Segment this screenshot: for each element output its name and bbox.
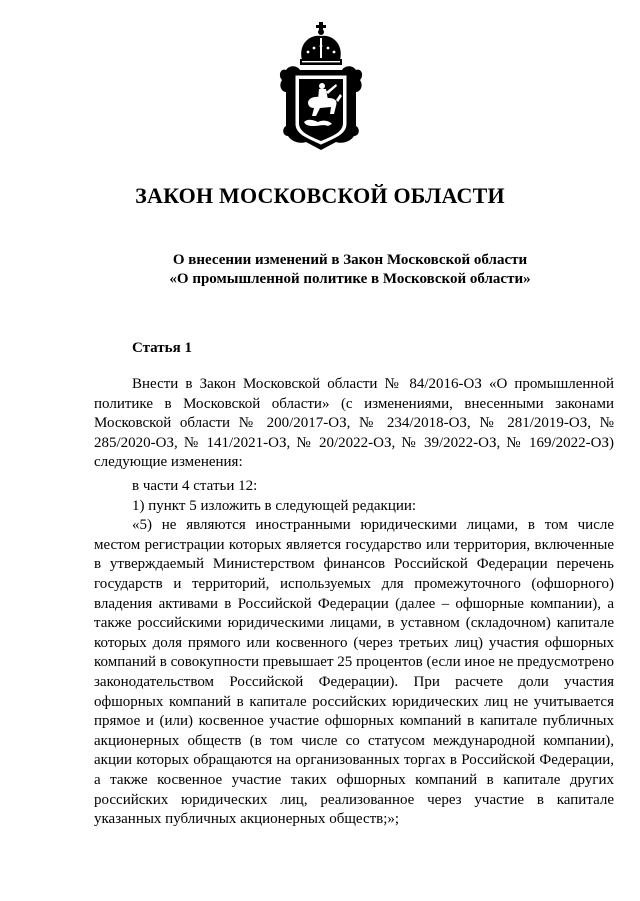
item-1: 1) пункт 5 изложить в следующей редакции:: [132, 497, 417, 514]
document-subtitle: [0, 251, 640, 289]
article-body-amendments: [94, 477, 614, 830]
article-heading: Статья 1: [132, 340, 192, 356]
subtitle-line: «О промышленной политике в Московской области»: [169, 271, 531, 287]
subtitle-line: О внесении изменений в Закон Московской области: [172, 252, 528, 268]
article-body-intro: [94, 375, 614, 473]
part-reference: в части 4 статьи 12:: [132, 478, 258, 494]
moscow-oblast-coat-of-arms-icon: [278, 22, 364, 152]
intro-paragraph: Внести в Закон Московской области № 84/2016-ОЗ «О промышленной политике в Московской области» (с изменениями, внесенными законами Московской области № 200/2017-ОЗ, № 234/2018-ОЗ, № 281/2019-ОЗ, № 285/2020-ОЗ, № 141/2021-ОЗ, № 20/2022-ОЗ, № 39/2022-ОЗ, № 169/2022-ОЗ) следующие изменения:: [94, 376, 614, 471]
page-title: ЗАКОН МОСКОВСКОЙ ОБЛАСТИ: [135, 183, 505, 208]
quoted-amendment: «5) не являются иностранными юридическими лицами, в том числе местом регистрации которых является государство или территория, включенные в утверждаемый Министерством финансов Российской Федерации перечень государств и территорий, используемых для промежуточного (офшорного) владения активами в Российской Федерации (далее – офшорные компании), а также российскими юридическими лицами, в уставном (складочном) капитале которых доля прямого или косвенного (через третьих лиц) участия офшорных компаний в совокупности превышает 25 процентов (если иное не предусмотрено законодательством Российской Федерации). При расчете доли участия офшорных компаний в капитале российских юридических лиц не учитывается прямое и (или) косвенное участие офшорных компаний в капитале публичных акционерных обществ (в том числе со статусом международной компании), акции которых обращаются на организованных торгах в Российской Федерации, а также косвенное участие таких офшорных компаний в капитале других российских юридических лиц, реализованное через участие в капитале указанных публичных акционерных обществ;»;: [94, 517, 614, 828]
